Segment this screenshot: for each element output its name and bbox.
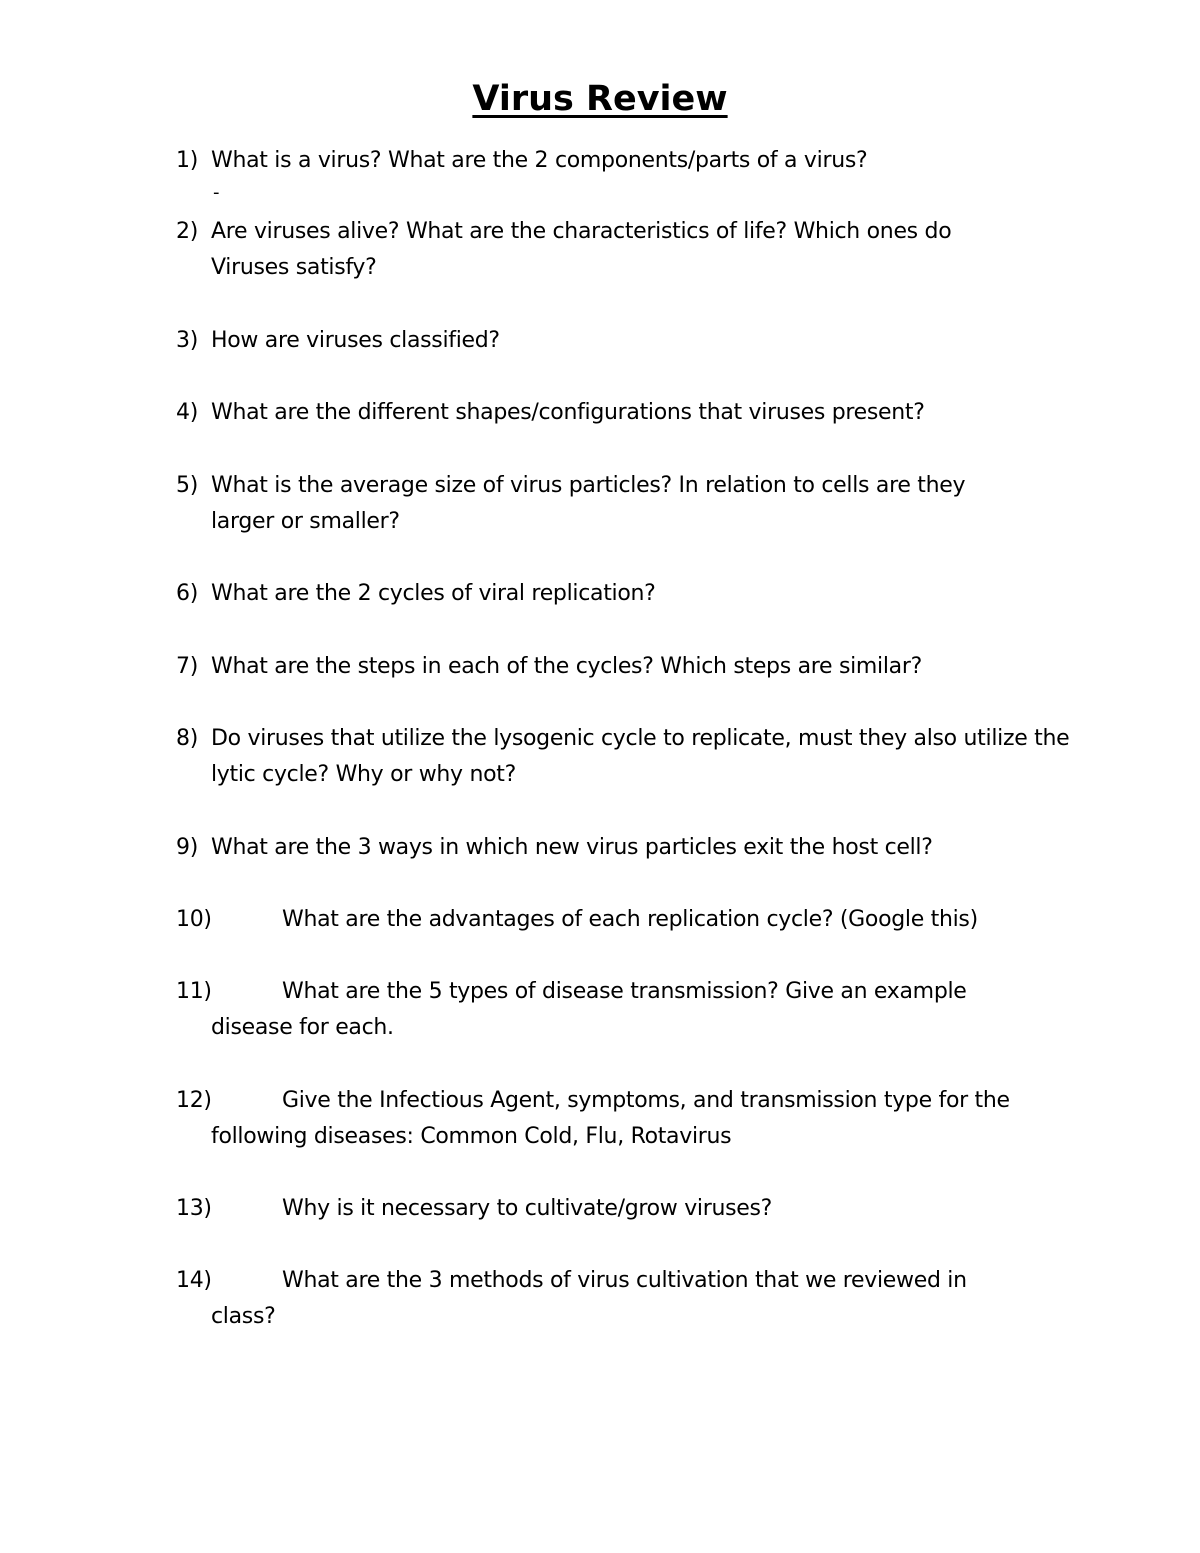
answer-marker: - bbox=[213, 182, 220, 203]
question-number: 6) bbox=[176, 581, 198, 606]
question-number: 12) bbox=[176, 1088, 212, 1113]
question-number: 5) bbox=[176, 473, 198, 498]
question-number: 1) bbox=[176, 148, 198, 173]
question-number: 10) bbox=[176, 907, 212, 932]
question-number: 11) bbox=[176, 979, 212, 1004]
question-text: How are viruses classified? bbox=[211, 328, 500, 353]
question-number: 8) bbox=[176, 726, 198, 751]
question-text: Are viruses alive? What are the characteristics of life? Which ones do Viruses satisfy? bbox=[211, 219, 952, 280]
question-number: 2) bbox=[176, 219, 198, 244]
question-text: What are the steps in each of the cycles? Which steps are similar? bbox=[211, 654, 922, 679]
question-text: What is a virus? What are the 2 components/parts of a virus? bbox=[211, 148, 868, 173]
question-number: 4) bbox=[176, 400, 198, 425]
question-text: What are the 3 methods of virus cultivation that we reviewed in class? bbox=[211, 1268, 967, 1329]
question-number: 3) bbox=[176, 328, 198, 353]
question-text: Why is it necessary to cultivate/grow viruses? bbox=[282, 1196, 773, 1221]
question-text: What is the average size of virus particles? In relation to cells are they larger or smaller? bbox=[211, 473, 966, 534]
question-number: 14) bbox=[176, 1268, 212, 1293]
question-text: What are the advantages of each replication cycle? (Google this) bbox=[282, 907, 978, 932]
question-number: 13) bbox=[176, 1196, 212, 1221]
question-text: What are the 2 cycles of viral replication? bbox=[211, 581, 656, 606]
question-text: Do viruses that utilize the lysogenic cycle to replicate, must they also utilize the lytic cycle? Why or why not? bbox=[211, 726, 1070, 787]
question-text: What are the 5 types of disease transmission? Give an example disease for each. bbox=[211, 979, 967, 1040]
question-text: Give the Infectious Agent, symptoms, and transmission type for the following diseases: Common Cold, Flu, Rotavirus bbox=[211, 1088, 1010, 1149]
question-text: What are the 3 ways in which new virus particles exit the host cell? bbox=[211, 835, 933, 860]
document-title: Virus Review bbox=[472, 79, 728, 119]
question-number: 7) bbox=[176, 654, 198, 679]
question-number: 9) bbox=[176, 835, 198, 860]
question-text: What are the different shapes/configurations that viruses present? bbox=[211, 400, 925, 425]
